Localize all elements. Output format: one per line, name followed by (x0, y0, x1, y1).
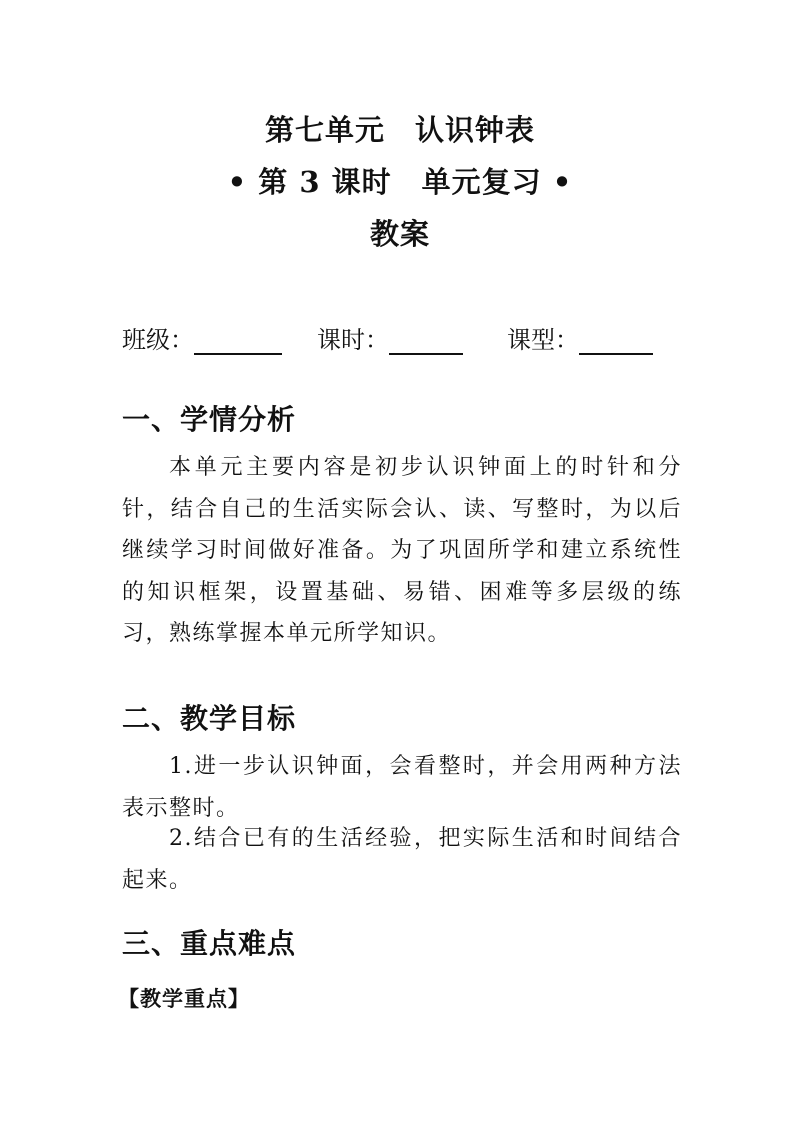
section-heading-key-points: 三、重点难点 (122, 927, 297, 960)
type-blank (579, 325, 653, 355)
class-blank (194, 325, 282, 355)
period-field (317, 320, 463, 355)
analysis-paragraph: 本单元主要内容是初步认识钟面上的时针和分针，结合自己的生活实际会认、读、写整时，为以后继续学习时间做好准备。为了巩固所学和建立系统性的知识框架，设置基础、易错、困难等多层级的练习，熟练掌握本单元所学知识。 (122, 455, 682, 646)
meta-row (122, 320, 702, 360)
class-label: 班级： (122, 326, 194, 354)
key-points-subheading: 【教学重点】 (118, 986, 250, 1011)
lesson-subtitle: • 第 3 课时 单元复习 • (227, 165, 573, 199)
goal-item-1: 1.进一步认识钟面，会看整时，并会用两种方法表示整时。 (122, 754, 682, 821)
unit-title: 第七单元 认识钟表 (264, 113, 535, 147)
class-field (122, 320, 282, 355)
section-heading-analysis: 一、学情分析 (122, 403, 297, 436)
period-label: 课时： (317, 326, 389, 354)
doc-type-title: 教案 (369, 217, 430, 251)
type-field (507, 320, 653, 355)
period-blank (389, 325, 463, 355)
goal-item-2: 2.结合已有的生活经验，把实际生活和时间结合起来。 (122, 826, 682, 893)
section-heading-goals: 二、教学目标 (122, 702, 297, 735)
type-label: 课型： (507, 326, 579, 354)
